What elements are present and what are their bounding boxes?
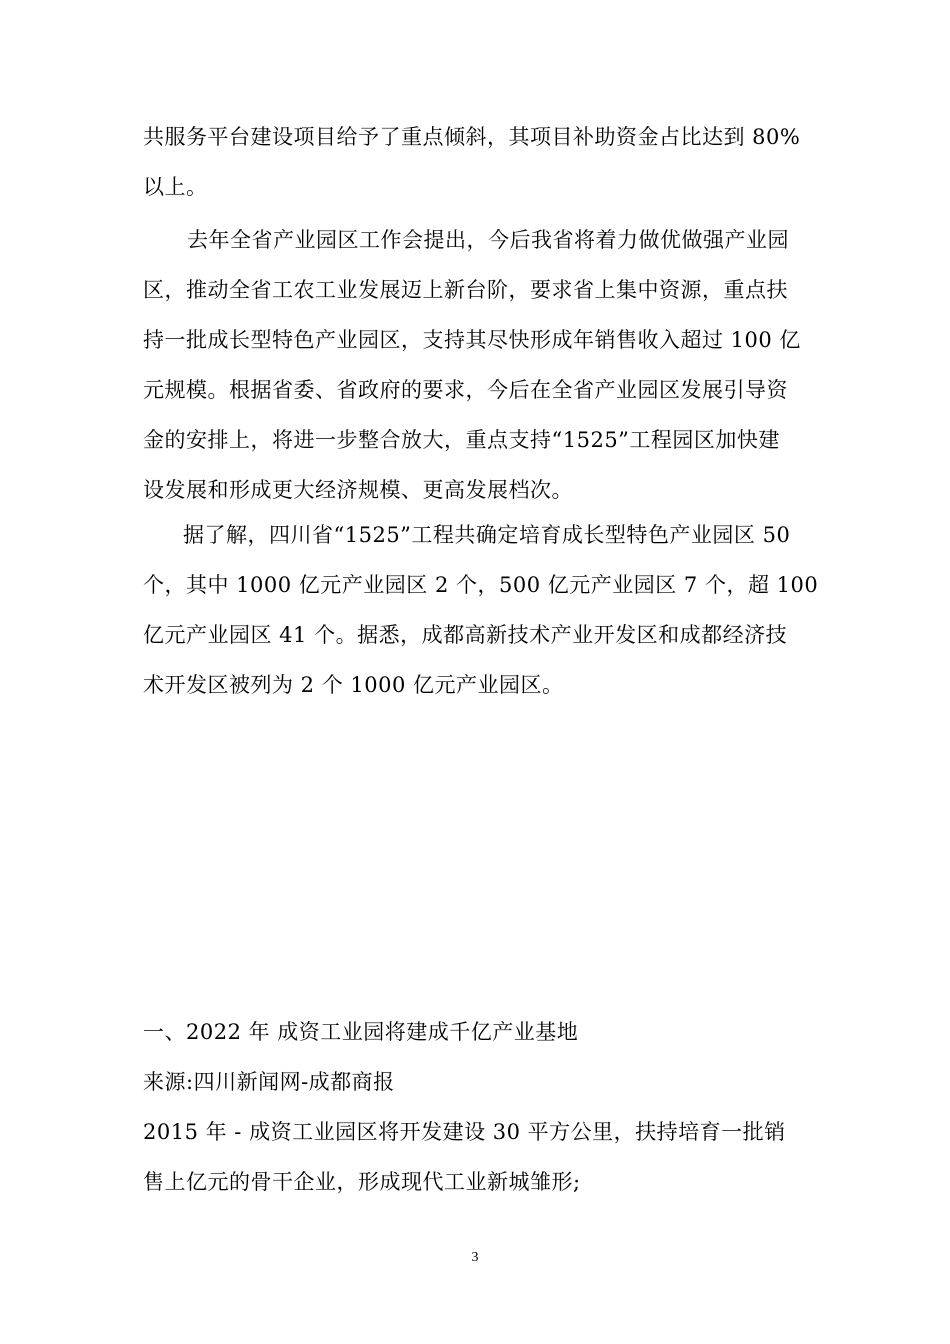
text-line: 设发展和形成更大经济规模、更高发展档次。 — [143, 478, 573, 502]
text-line: 区，推动全省工农工业发展迈上新台阶，要求省上集中资源，重点扶 — [143, 278, 788, 302]
text-line: 以上。 — [143, 175, 208, 199]
text-line: 金的安排上，将进一步整合放大，重点支持“1525”工程园区加快建 — [143, 428, 780, 452]
paragraph-provincial-meeting — [143, 215, 809, 515]
paragraph-funding — [143, 112, 809, 212]
text-line: 售上亿元的骨干企业，形成现代工业新城雏形; — [143, 1170, 581, 1194]
paragraph-1525-project — [143, 510, 819, 710]
text-line: 2015 年 - 成资工业园区将开发建设 30 平方公里，扶持培育一批销 — [143, 1120, 786, 1144]
text-line: 术开发区被列为 2 个 1000 亿元产业园区。 — [143, 673, 564, 697]
text-line: 元规模。根据省委、省政府的要求，今后在全省产业园区发展引导资 — [143, 378, 788, 402]
text-line: 持一批成长型特色产业园区，支持其尽快形成年销售收入超过 100 亿 — [143, 328, 801, 352]
text-line: 亿元产业园区 41 个。据悉，成都高新技术产业开发区和成都经济技 — [143, 623, 788, 647]
text-line: 据了解，四川省“1525”工程共确定培育成长型特色产业园区 50 — [183, 523, 791, 547]
text-line: 去年全省产业园区工作会提出，今后我省将着力做优做强产业园 — [187, 228, 789, 252]
page-number: 3 — [471, 1250, 479, 1265]
text-line: 个，其中 1000 亿元产业园区 2 个，500 亿元产业园区 7 个，超 100 — [143, 573, 819, 597]
text-line: 共服务平台建设项目给予了重点倾斜，其项目补助资金占比达到 80% — [143, 125, 801, 149]
source-line: 来源:四川新闻网-成都商报 — [143, 1070, 395, 1094]
section-heading: 一、2022 年 成资工业园将建成千亿产业基地 — [143, 1020, 579, 1044]
section-chengzi-industrial-park — [143, 1007, 809, 1207]
